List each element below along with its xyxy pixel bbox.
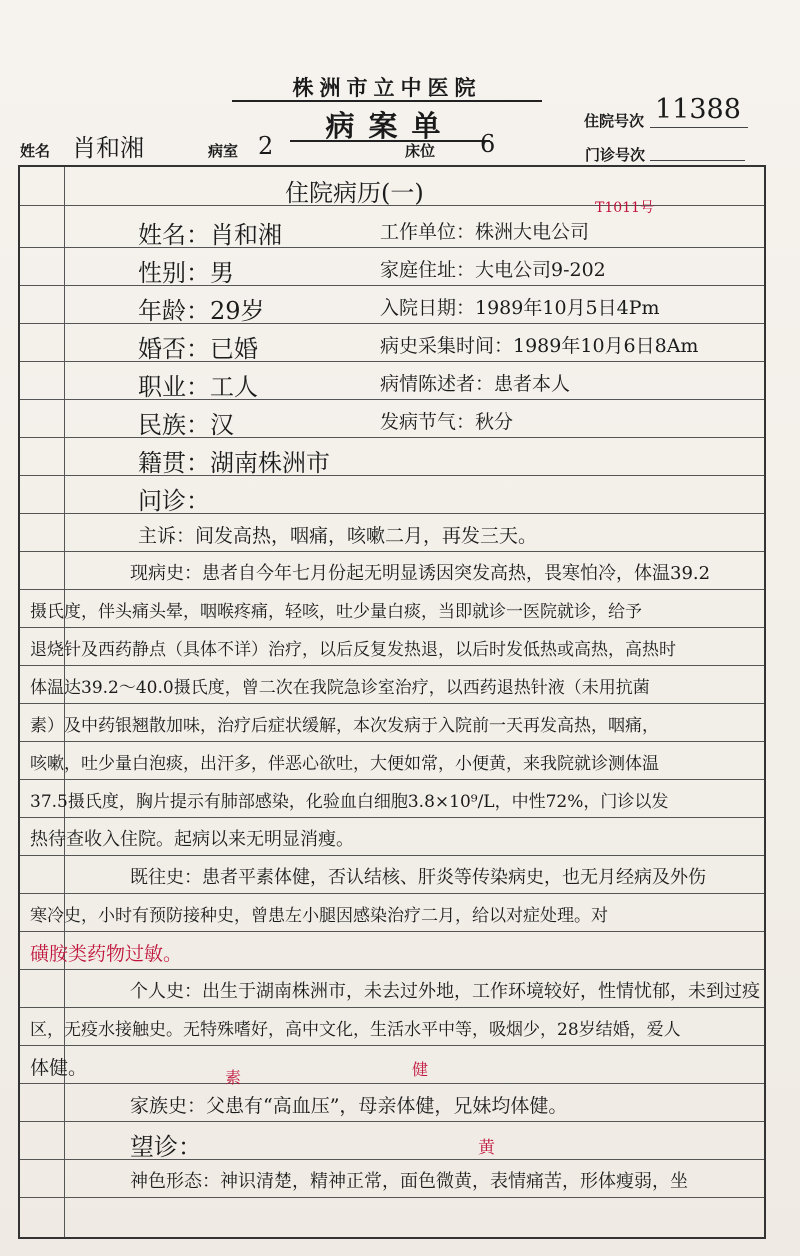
family-history: 家族史：父患有“高血压”，母亲体健，兄妹均体健。 — [130, 1095, 568, 1117]
ruled-line — [20, 361, 764, 362]
ruled-line — [20, 1121, 764, 1122]
hospital-underline — [232, 100, 542, 102]
field-marital: 婚否：已婚 — [138, 335, 258, 363]
ruled-line — [20, 513, 764, 514]
present-illness-line-2: 摄氏度，伴头痛头晕，咽喉疼痛，轻咳，吐少量白痰，当即就诊一医院就诊，给予 — [30, 602, 642, 622]
past-history-line-2: 寒冷史，小时有预防接种史，曾患左小腿因感染治疗二月，给以对症处理。对 — [30, 906, 608, 926]
ruled-line — [20, 703, 764, 704]
bed-value: 6 — [480, 130, 496, 158]
field-native-place: 籍贯：湖南株洲市 — [138, 449, 330, 477]
ruled-line — [20, 247, 764, 248]
bed-label: 床位 — [405, 142, 436, 160]
patient-name-value: 肖和湘 — [72, 134, 144, 162]
field-work-unit: 工作单位：株洲大电公司 — [380, 221, 590, 243]
field-age: 年龄：29岁 — [138, 297, 265, 325]
ruled-line — [20, 285, 764, 286]
present-illness-line-5: 素）及中药银翘散加味，治疗后症状缓解，本次发病于入院前一天再发高热，咽痛， — [30, 716, 659, 736]
field-solar-term: 发病节气：秋分 — [380, 411, 514, 433]
ruled-line — [20, 741, 764, 742]
field-ethnicity: 民族：汉 — [138, 411, 234, 439]
hospital-name: 株洲市立中医院 — [292, 75, 482, 100]
ward-label: 病室 — [208, 142, 239, 160]
ruled-line — [20, 437, 764, 438]
ruled-line — [20, 627, 764, 628]
ruled-line — [20, 475, 764, 476]
personal-history-line-3: 体健。 — [30, 1057, 88, 1079]
red-note-2: 健 — [412, 1060, 429, 1079]
clinic-no-underline — [650, 160, 745, 161]
personal-history-line-2: 区，无疫水接触史。无特殊嗜好，高中文化，生活水平中等，吸烟少，28岁结婚，爱人 — [30, 1020, 681, 1040]
ruled-line — [20, 855, 764, 856]
ruled-line — [20, 665, 764, 666]
red-note-3: 黄 — [478, 1138, 495, 1158]
present-illness-line-8: 热待查收入住院。起病以来无明显消瘦。 — [30, 829, 354, 850]
red-note-unit: T1011号 — [595, 200, 654, 216]
ruled-line — [20, 323, 764, 324]
ruled-line — [20, 893, 764, 894]
name-label: 姓名 — [20, 142, 51, 160]
past-history-line-1: 既往史：患者平素体健，否认结核、肝炎等传染病史，也无月经病及外伤 — [130, 867, 706, 888]
field-address: 家庭住址：大电公司9-202 — [380, 259, 606, 281]
ruled-line — [20, 1197, 764, 1198]
ward-value: 2 — [258, 132, 274, 160]
chief-complaint: 主诉：间发高热，咽痛，咳嗽二月，再发三天。 — [138, 525, 538, 547]
admission-no-underline — [650, 127, 748, 128]
ruled-line — [20, 779, 764, 780]
allergy-line: 磺胺类药物过敏。 — [30, 943, 183, 965]
present-illness-line-6: 咳嗽，吐少量白泡痰，出汗多，伴恶心欲吐，大便如常，小便黄，来我院就诊测体温 — [30, 754, 659, 774]
ruled-line — [20, 1007, 764, 1008]
ruled-line — [20, 589, 764, 590]
ruled-line — [20, 399, 764, 400]
red-note-1: 素 — [225, 1068, 242, 1087]
document-title: 病案单 — [325, 109, 455, 143]
record-sheet — [18, 165, 766, 1239]
clinic-no-label: 门诊号次 — [585, 146, 646, 164]
ruled-line — [20, 931, 764, 932]
field-history-time: 病史采集时间：1989年10月6日8Am — [380, 335, 699, 357]
field-occupation: 职业：工人 — [138, 373, 258, 401]
admission-no-label: 住院号次 — [584, 112, 645, 130]
field-inquiry: 问诊： — [138, 487, 210, 515]
ruled-line — [20, 1083, 764, 1084]
ruled-line — [20, 969, 764, 970]
present-illness-line-1: 现病史：患者自今年七月份起无明显诱因突发高热，畏寒怕冷，体温39.2 — [130, 563, 711, 584]
personal-history-line-1: 个人史：出生于湖南株洲市，未去过外地，工作环境较好，性情忧郁，未到过疫 — [130, 981, 760, 1002]
field-narrator: 病情陈述者：患者本人 — [380, 373, 571, 395]
section-title: 住院病历(一) — [285, 179, 424, 207]
field-name: 姓名：肖和湘 — [138, 221, 282, 249]
present-illness-line-4: 体温达39.2～40.0摄氏度，曾二次在我院急诊室治疗，以西药退热针液（未用抗菌 — [30, 678, 650, 698]
title-underline — [290, 140, 490, 142]
inspection-heading: 望诊： — [130, 1133, 202, 1161]
ruled-line — [20, 817, 764, 818]
admission-no-value: 11388 — [655, 94, 741, 125]
present-illness-line-3: 退烧针及西药静点（具体不详）治疗，以后反复发热退，以后时发低热或高热，高热时 — [30, 640, 676, 660]
ruled-line — [20, 551, 764, 552]
field-admission-date: 入院日期：1989年10月5日4Pm — [380, 297, 660, 319]
field-sex: 性别：男 — [138, 259, 234, 287]
present-illness-line-7: 37.5摄氏度，胸片提示有肺部感染，化验血白细胞3.8×10⁹/L，中性72%，门诊以发 — [30, 792, 669, 812]
ruled-line — [20, 1045, 764, 1046]
inspection-appearance: 神色形态：神识清楚，精神正常，面色微黄，表情痛苦，形体瘦弱，坐 — [130, 1171, 688, 1192]
